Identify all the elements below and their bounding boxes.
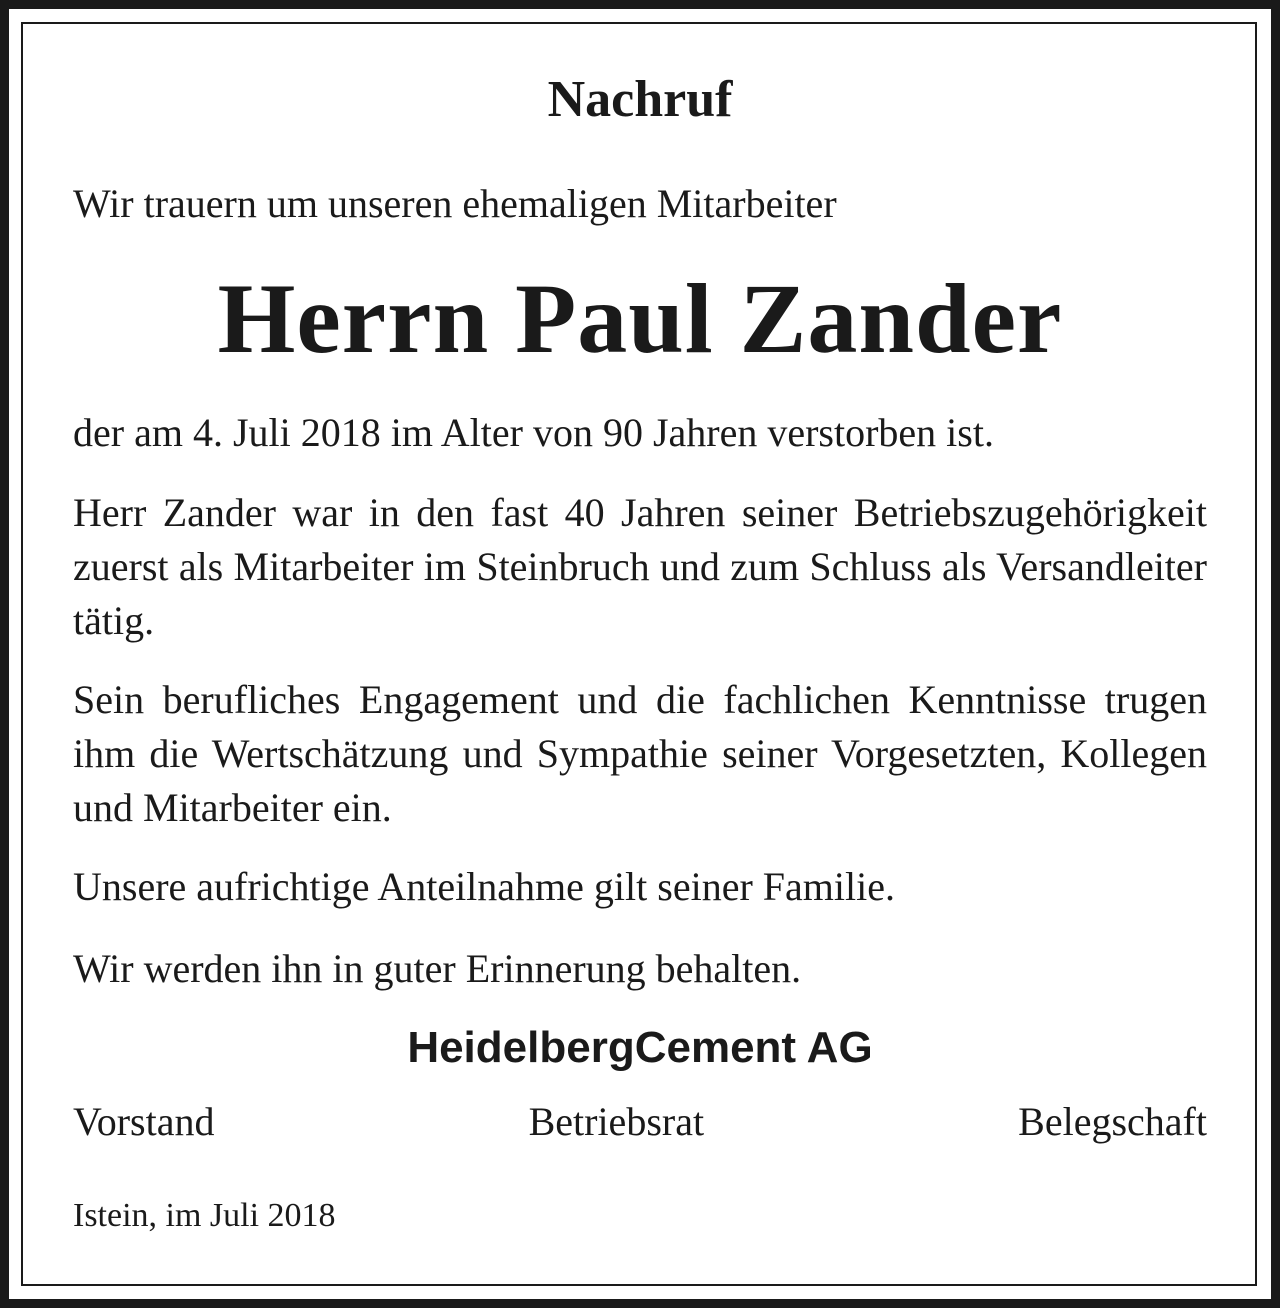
signatories-row bbox=[73, 1096, 1207, 1148]
deceased-name: Herrn Paul Zander bbox=[217, 263, 1063, 374]
notice-heading: Nachruf bbox=[547, 71, 733, 128]
company-name: HeidelbergCement AG bbox=[407, 1023, 873, 1072]
signatory-board: Vorstand bbox=[73, 1099, 215, 1144]
place-and-date: Istein, im Juli 2018 bbox=[73, 1197, 336, 1234]
signatory-staff: Belegschaft bbox=[1018, 1099, 1207, 1144]
engagement-paragraph: Sein berufliches Engagement und die fachlichen Kenntnisse trugen ihm die Wertschätzung und Sympathie seiner Vorgesetzten, Kollegen und Mitarbeiter ein. bbox=[73, 677, 1207, 830]
memory-paragraph: Wir werden ihn in guter Erinnerung behalten. bbox=[73, 946, 802, 991]
condolence-paragraph: Unsere aufrichtige Anteilnahme gilt seiner Familie. bbox=[73, 864, 895, 909]
intro-line: Wir trauern um unseren ehemaligen Mitarbeiter bbox=[73, 181, 837, 226]
signatory-works-council: Betriebsrat bbox=[528, 1099, 705, 1144]
death-date-paragraph: der am 4. Juli 2018 im Alter von 90 Jahren verstorben ist. bbox=[73, 410, 994, 455]
career-paragraph: Herr Zander war in den fast 40 Jahren seiner Betriebszugehörigkeit zuerst als Mitarbeiter im Steinbruch und zum Schluss als Versandleiter tätig. bbox=[73, 490, 1207, 643]
